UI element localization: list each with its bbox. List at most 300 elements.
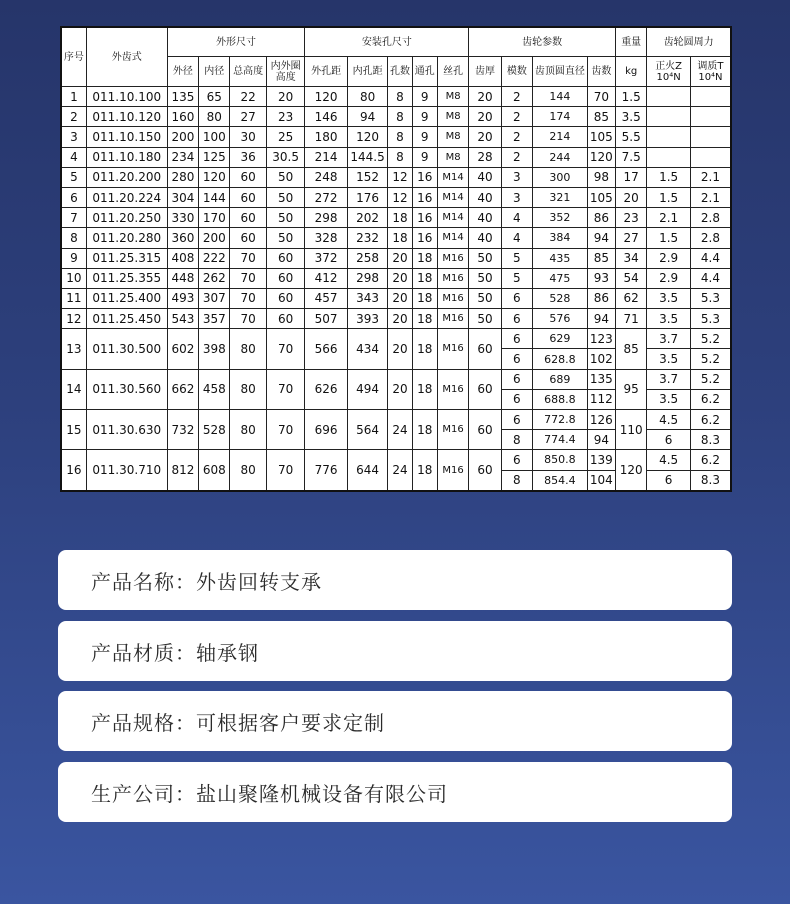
cell-outer-hole-dist: 372 xyxy=(305,248,348,268)
cell-tempered-force: 5.3 xyxy=(690,309,731,329)
cell-model: 011.30.500 xyxy=(86,329,167,369)
cell-tooth-thick: 20 xyxy=(469,127,501,147)
cell-inner-outer-height: 60 xyxy=(266,309,304,329)
table-row xyxy=(61,127,731,147)
cell-normalized-force: 3.7 xyxy=(647,329,691,349)
cell-normalized-force: 2.1 xyxy=(647,208,691,228)
cell-tip-dia: 435 xyxy=(533,248,588,268)
cell-tooth-count: 70 xyxy=(587,87,615,107)
header-outer-size: 外形尺寸 xyxy=(167,27,305,57)
cell-tempered-force xyxy=(690,107,731,127)
cell-outer-hole-dist: 180 xyxy=(305,127,348,147)
cell-tempered-force xyxy=(690,147,731,167)
cell-thread-hole: M16 xyxy=(437,450,468,491)
cell-through-hole: 9 xyxy=(412,127,437,147)
header-normalized xyxy=(647,57,691,87)
cell-total-height: 80 xyxy=(230,450,266,491)
cell-tooth-thick: 50 xyxy=(469,248,501,268)
cell-tempered-force: 8.3 xyxy=(690,470,731,491)
spec-table-container xyxy=(60,26,732,492)
cell-inner-outer-height: 20 xyxy=(266,87,304,107)
header-total-height: 总高度 xyxy=(230,57,266,87)
cell-tooth-count: 105 xyxy=(587,187,615,207)
header-tooth-count: 齿数 xyxy=(587,57,615,87)
cell-inner-hole-dist: 120 xyxy=(347,127,387,147)
cell-weight: 23 xyxy=(616,208,647,228)
cell-tooth-thick: 50 xyxy=(469,288,501,308)
cell-outer-dia: 448 xyxy=(167,268,198,288)
cell-tooth-count: 94 xyxy=(587,228,615,248)
header-module: 模数 xyxy=(501,57,532,87)
cell-tooth-thick: 28 xyxy=(469,147,501,167)
cell-tip-dia: 214 xyxy=(533,127,588,147)
cell-module: 6 xyxy=(501,329,532,349)
cell-through-hole: 18 xyxy=(412,450,437,491)
cell-tooth-count: 126 xyxy=(587,410,615,430)
table-row xyxy=(61,228,731,248)
cell-outer-dia: 543 xyxy=(167,309,198,329)
cell-outer-hole-dist: 328 xyxy=(305,228,348,248)
cell-normalized-force: 3.5 xyxy=(647,309,691,329)
cell-inner-outer-height: 70 xyxy=(266,450,304,491)
cell-index: 8 xyxy=(61,228,86,248)
cell-module: 6 xyxy=(501,288,532,308)
cell-hole-count: 18 xyxy=(388,208,412,228)
cell-inner-outer-height: 50 xyxy=(266,167,304,187)
header-inner-outer-height-label: 内外圈高度 xyxy=(270,60,301,83)
cell-weight: 95 xyxy=(616,369,647,409)
cell-total-height: 70 xyxy=(230,248,266,268)
cell-hole-count: 8 xyxy=(388,147,412,167)
info-product-name: 产品名称：外齿回转支承 xyxy=(91,569,322,594)
cell-hole-count: 12 xyxy=(388,167,412,187)
cell-tooth-thick: 40 xyxy=(469,208,501,228)
cell-outer-hole-dist: 298 xyxy=(305,208,348,228)
cell-index: 14 xyxy=(61,369,86,409)
cell-normalized-force: 6 xyxy=(647,470,691,491)
cell-tempered-force: 2.8 xyxy=(690,228,731,248)
cell-tip-dia: 528 xyxy=(533,288,588,308)
cell-outer-dia: 160 xyxy=(167,107,198,127)
cell-weight: 34 xyxy=(616,248,647,268)
header-tempered xyxy=(690,57,731,87)
cell-index: 9 xyxy=(61,248,86,268)
cell-module: 2 xyxy=(501,107,532,127)
info-company: 生产公司：盐山聚隆机械设备有限公司 xyxy=(91,781,448,806)
cell-thread-hole: M8 xyxy=(437,87,468,107)
header-hole-count: 孔数 xyxy=(388,57,412,87)
cell-outer-hole-dist: 776 xyxy=(305,450,348,491)
cell-tooth-count: 93 xyxy=(587,268,615,288)
cell-total-height: 80 xyxy=(230,410,266,450)
cell-tempered-force: 2.1 xyxy=(690,167,731,187)
cell-hole-count: 8 xyxy=(388,127,412,147)
cell-inner-dia: 144 xyxy=(199,187,230,207)
spec-table xyxy=(60,26,732,492)
cell-total-height: 60 xyxy=(230,187,266,207)
info-card-material xyxy=(58,621,732,681)
header-tempered-unit: 10⁴N xyxy=(698,71,723,83)
cell-tip-dia: 576 xyxy=(533,309,588,329)
cell-tip-dia: 850.8 xyxy=(533,450,588,470)
cell-tip-dia: 629 xyxy=(533,329,588,349)
cell-hole-count: 20 xyxy=(388,369,412,409)
cell-total-height: 70 xyxy=(230,309,266,329)
cell-tip-dia: 688.8 xyxy=(533,389,588,409)
cell-normalized-force: 3.7 xyxy=(647,369,691,389)
cell-inner-hole-dist: 232 xyxy=(347,228,387,248)
cell-tip-dia: 300 xyxy=(533,167,588,187)
cell-outer-hole-dist: 566 xyxy=(305,329,348,369)
cell-tooth-count: 135 xyxy=(587,369,615,389)
table-row xyxy=(61,329,731,349)
cell-tip-dia: 244 xyxy=(533,147,588,167)
cell-tempered-force: 2.8 xyxy=(690,208,731,228)
cell-normalized-force xyxy=(647,107,691,127)
cell-outer-hole-dist: 626 xyxy=(305,369,348,409)
cell-inner-dia: 125 xyxy=(199,147,230,167)
cell-tooth-thick: 20 xyxy=(469,87,501,107)
cell-weight: 54 xyxy=(616,268,647,288)
cell-inner-dia: 200 xyxy=(199,228,230,248)
cell-tip-dia: 689 xyxy=(533,369,588,389)
info-product-spec: 产品规格：可根据客户要求定制 xyxy=(91,710,385,735)
cell-thread-hole: M16 xyxy=(437,369,468,409)
table-row xyxy=(61,410,731,430)
cell-tooth-count: 86 xyxy=(587,208,615,228)
header-inner-outer-height xyxy=(266,57,304,87)
cell-module: 3 xyxy=(501,167,532,187)
cell-index: 12 xyxy=(61,309,86,329)
cell-normalized-force: 1.5 xyxy=(647,228,691,248)
table-row xyxy=(61,167,731,187)
cell-tip-dia: 854.4 xyxy=(533,470,588,491)
cell-tooth-thick: 50 xyxy=(469,268,501,288)
cell-outer-dia: 280 xyxy=(167,167,198,187)
cell-tooth-count: 112 xyxy=(587,389,615,409)
cell-normalized-force: 3.5 xyxy=(647,349,691,369)
cell-tempered-force: 6.2 xyxy=(690,450,731,470)
cell-inner-hole-dist: 152 xyxy=(347,167,387,187)
cell-outer-dia: 602 xyxy=(167,329,198,369)
cell-thread-hole: M16 xyxy=(437,309,468,329)
cell-outer-dia: 662 xyxy=(167,369,198,409)
cell-outer-dia: 408 xyxy=(167,248,198,268)
cell-inner-dia: 222 xyxy=(199,248,230,268)
cell-tooth-count: 85 xyxy=(587,248,615,268)
cell-inner-hole-dist: 564 xyxy=(347,410,387,450)
spec-table-body xyxy=(61,87,731,491)
info-card-company xyxy=(58,762,732,822)
cell-tooth-thick: 60 xyxy=(469,369,501,409)
cell-index: 3 xyxy=(61,127,86,147)
cell-hole-count: 12 xyxy=(388,187,412,207)
cell-weight: 120 xyxy=(616,450,647,491)
cell-module: 6 xyxy=(501,369,532,389)
cell-thread-hole: M16 xyxy=(437,248,468,268)
cell-weight: 85 xyxy=(616,329,647,369)
cell-thread-hole: M14 xyxy=(437,208,468,228)
cell-inner-outer-height: 25 xyxy=(266,127,304,147)
cell-module: 6 xyxy=(501,389,532,409)
cell-thread-hole: M16 xyxy=(437,410,468,450)
cell-hole-count: 20 xyxy=(388,248,412,268)
cell-total-height: 60 xyxy=(230,228,266,248)
cell-model: 011.20.200 xyxy=(86,167,167,187)
cell-model: 011.30.710 xyxy=(86,450,167,491)
header-tip-dia xyxy=(533,57,588,87)
cell-inner-hole-dist: 434 xyxy=(347,329,387,369)
cell-outer-hole-dist: 120 xyxy=(305,87,348,107)
cell-tempered-force: 5.2 xyxy=(690,369,731,389)
cell-tempered-force: 4.4 xyxy=(690,268,731,288)
cell-module: 8 xyxy=(501,430,532,450)
cell-tempered-force: 2.1 xyxy=(690,187,731,207)
cell-inner-dia: 357 xyxy=(199,309,230,329)
cell-normalized-force xyxy=(647,127,691,147)
cell-thread-hole: M8 xyxy=(437,107,468,127)
cell-model: 011.25.315 xyxy=(86,248,167,268)
cell-through-hole: 16 xyxy=(412,167,437,187)
cell-tooth-count: 86 xyxy=(587,288,615,308)
cell-inner-hole-dist: 644 xyxy=(347,450,387,491)
cell-tooth-count: 98 xyxy=(587,167,615,187)
cell-through-hole: 9 xyxy=(412,147,437,167)
cell-normalized-force: 4.5 xyxy=(647,410,691,430)
cell-normalized-force: 4.5 xyxy=(647,450,691,470)
cell-hole-count: 24 xyxy=(388,410,412,450)
cell-tempered-force: 8.3 xyxy=(690,430,731,450)
cell-model: 011.10.120 xyxy=(86,107,167,127)
table-row xyxy=(61,309,731,329)
header-mount: 安装孔尺寸 xyxy=(305,27,469,57)
cell-inner-hole-dist: 94 xyxy=(347,107,387,127)
table-row xyxy=(61,248,731,268)
cell-hole-count: 8 xyxy=(388,87,412,107)
cell-weight: 62 xyxy=(616,288,647,308)
cell-inner-hole-dist: 258 xyxy=(347,248,387,268)
header-outer-hole-dist: 外孔距 xyxy=(305,57,348,87)
cell-total-height: 70 xyxy=(230,288,266,308)
cell-normalized-force: 3.5 xyxy=(647,389,691,409)
cell-tip-dia: 321 xyxy=(533,187,588,207)
cell-tooth-count: 105 xyxy=(587,127,615,147)
cell-total-height: 36 xyxy=(230,147,266,167)
cell-thread-hole: M8 xyxy=(437,127,468,147)
header-index: 序号 xyxy=(61,27,86,87)
cell-module: 8 xyxy=(501,470,532,491)
cell-normalized-force: 2.9 xyxy=(647,268,691,288)
cell-outer-hole-dist: 412 xyxy=(305,268,348,288)
cell-inner-outer-height: 50 xyxy=(266,187,304,207)
cell-tooth-count: 120 xyxy=(587,147,615,167)
cell-module: 3 xyxy=(501,187,532,207)
cell-inner-outer-height: 70 xyxy=(266,369,304,409)
table-row xyxy=(61,369,731,389)
cell-tip-dia: 174 xyxy=(533,107,588,127)
cell-weight: 3.5 xyxy=(616,107,647,127)
cell-index: 11 xyxy=(61,288,86,308)
cell-inner-outer-height: 23 xyxy=(266,107,304,127)
cell-model: 011.10.180 xyxy=(86,147,167,167)
cell-inner-hole-dist: 343 xyxy=(347,288,387,308)
cell-model: 011.25.355 xyxy=(86,268,167,288)
cell-thread-hole: M14 xyxy=(437,187,468,207)
header-force: 齿轮圆周力 xyxy=(647,27,731,57)
table-row xyxy=(61,87,731,107)
cell-through-hole: 9 xyxy=(412,107,437,127)
cell-normalized-force: 1.5 xyxy=(647,167,691,187)
header-inner-dia: 内径 xyxy=(199,57,230,87)
cell-outer-dia: 304 xyxy=(167,187,198,207)
cell-inner-outer-height: 70 xyxy=(266,410,304,450)
cell-tempered-force: 6.2 xyxy=(690,389,731,409)
cell-thread-hole: M16 xyxy=(437,329,468,369)
info-product-material: 产品材质：轴承钢 xyxy=(91,640,259,665)
cell-through-hole: 16 xyxy=(412,208,437,228)
cell-through-hole: 9 xyxy=(412,87,437,107)
cell-thread-hole: M16 xyxy=(437,268,468,288)
header-tip-dia-label: 齿顶圆直径 xyxy=(534,66,585,77)
cell-tooth-count: 94 xyxy=(587,430,615,450)
cell-weight: 20 xyxy=(616,187,647,207)
cell-hole-count: 20 xyxy=(388,268,412,288)
info-card-name xyxy=(58,550,732,610)
cell-inner-dia: 398 xyxy=(199,329,230,369)
cell-model: 011.30.560 xyxy=(86,369,167,409)
cell-through-hole: 18 xyxy=(412,410,437,450)
cell-outer-dia: 812 xyxy=(167,450,198,491)
header-through-hole: 通孔 xyxy=(412,57,437,87)
cell-inner-hole-dist: 393 xyxy=(347,309,387,329)
cell-tip-dia: 772.8 xyxy=(533,410,588,430)
cell-outer-dia: 200 xyxy=(167,127,198,147)
header-kg: kg xyxy=(616,57,647,87)
cell-normalized-force xyxy=(647,87,691,107)
cell-module: 2 xyxy=(501,147,532,167)
table-row xyxy=(61,268,731,288)
cell-through-hole: 18 xyxy=(412,288,437,308)
cell-normalized-force: 2.9 xyxy=(647,248,691,268)
cell-tempered-force: 5.3 xyxy=(690,288,731,308)
table-row xyxy=(61,450,731,470)
cell-tip-dia: 628.8 xyxy=(533,349,588,369)
cell-hole-count: 20 xyxy=(388,329,412,369)
cell-outer-hole-dist: 214 xyxy=(305,147,348,167)
header-gear: 齿轮参数 xyxy=(469,27,616,57)
cell-module: 6 xyxy=(501,410,532,430)
header-normalized-label: 正火Z xyxy=(655,60,683,72)
cell-outer-dia: 732 xyxy=(167,410,198,450)
cell-index: 1 xyxy=(61,87,86,107)
cell-model: 011.30.630 xyxy=(86,410,167,450)
cell-inner-dia: 262 xyxy=(199,268,230,288)
cell-model: 011.10.100 xyxy=(86,87,167,107)
cell-model: 011.25.400 xyxy=(86,288,167,308)
cell-module: 6 xyxy=(501,349,532,369)
cell-weight: 17 xyxy=(616,167,647,187)
header-thread-hole: 丝孔 xyxy=(437,57,468,87)
cell-outer-dia: 135 xyxy=(167,87,198,107)
cell-hole-count: 18 xyxy=(388,228,412,248)
cell-inner-dia: 80 xyxy=(199,107,230,127)
cell-module: 5 xyxy=(501,248,532,268)
cell-tempered-force: 5.2 xyxy=(690,349,731,369)
cell-tempered-force: 4.4 xyxy=(690,248,731,268)
cell-outer-dia: 360 xyxy=(167,228,198,248)
cell-module: 6 xyxy=(501,309,532,329)
cell-total-height: 22 xyxy=(230,87,266,107)
cell-tooth-thick: 40 xyxy=(469,187,501,207)
cell-outer-hole-dist: 146 xyxy=(305,107,348,127)
cell-tooth-count: 104 xyxy=(587,470,615,491)
table-row xyxy=(61,288,731,308)
cell-inner-hole-dist: 176 xyxy=(347,187,387,207)
cell-index: 5 xyxy=(61,167,86,187)
cell-module: 4 xyxy=(501,208,532,228)
cell-inner-dia: 65 xyxy=(199,87,230,107)
header-model: 外齿式 xyxy=(86,27,167,87)
cell-index: 4 xyxy=(61,147,86,167)
cell-inner-dia: 608 xyxy=(199,450,230,491)
cell-total-height: 27 xyxy=(230,107,266,127)
cell-tempered-force: 6.2 xyxy=(690,410,731,430)
cell-index: 15 xyxy=(61,410,86,450)
cell-inner-dia: 458 xyxy=(199,369,230,409)
cell-inner-outer-height: 70 xyxy=(266,329,304,369)
cell-index: 2 xyxy=(61,107,86,127)
cell-model: 011.20.280 xyxy=(86,228,167,248)
table-row xyxy=(61,187,731,207)
cell-hole-count: 24 xyxy=(388,450,412,491)
table-row xyxy=(61,147,731,167)
cell-through-hole: 18 xyxy=(412,309,437,329)
cell-tip-dia: 144 xyxy=(533,87,588,107)
cell-inner-dia: 170 xyxy=(199,208,230,228)
cell-weight: 7.5 xyxy=(616,147,647,167)
header-normalized-unit: 10⁴N xyxy=(656,71,681,83)
cell-total-height: 80 xyxy=(230,329,266,369)
table-row xyxy=(61,107,731,127)
cell-weight: 1.5 xyxy=(616,87,647,107)
cell-thread-hole: M16 xyxy=(437,288,468,308)
cell-tooth-count: 123 xyxy=(587,329,615,349)
cell-inner-hole-dist: 494 xyxy=(347,369,387,409)
cell-model: 011.25.450 xyxy=(86,309,167,329)
cell-hole-count: 20 xyxy=(388,309,412,329)
cell-inner-outer-height: 60 xyxy=(266,268,304,288)
cell-normalized-force xyxy=(647,147,691,167)
cell-inner-hole-dist: 144.5 xyxy=(347,147,387,167)
cell-tip-dia: 774.4 xyxy=(533,430,588,450)
cell-thread-hole: M8 xyxy=(437,147,468,167)
cell-tooth-thick: 40 xyxy=(469,167,501,187)
cell-index: 16 xyxy=(61,450,86,491)
info-card-spec xyxy=(58,691,732,751)
cell-model: 011.20.250 xyxy=(86,208,167,228)
cell-inner-dia: 528 xyxy=(199,410,230,450)
cell-total-height: 70 xyxy=(230,268,266,288)
cell-inner-dia: 100 xyxy=(199,127,230,147)
cell-index: 10 xyxy=(61,268,86,288)
cell-outer-hole-dist: 248 xyxy=(305,167,348,187)
cell-index: 13 xyxy=(61,329,86,369)
cell-through-hole: 18 xyxy=(412,369,437,409)
cell-outer-dia: 330 xyxy=(167,208,198,228)
cell-through-hole: 18 xyxy=(412,268,437,288)
cell-thread-hole: M14 xyxy=(437,228,468,248)
cell-tip-dia: 352 xyxy=(533,208,588,228)
